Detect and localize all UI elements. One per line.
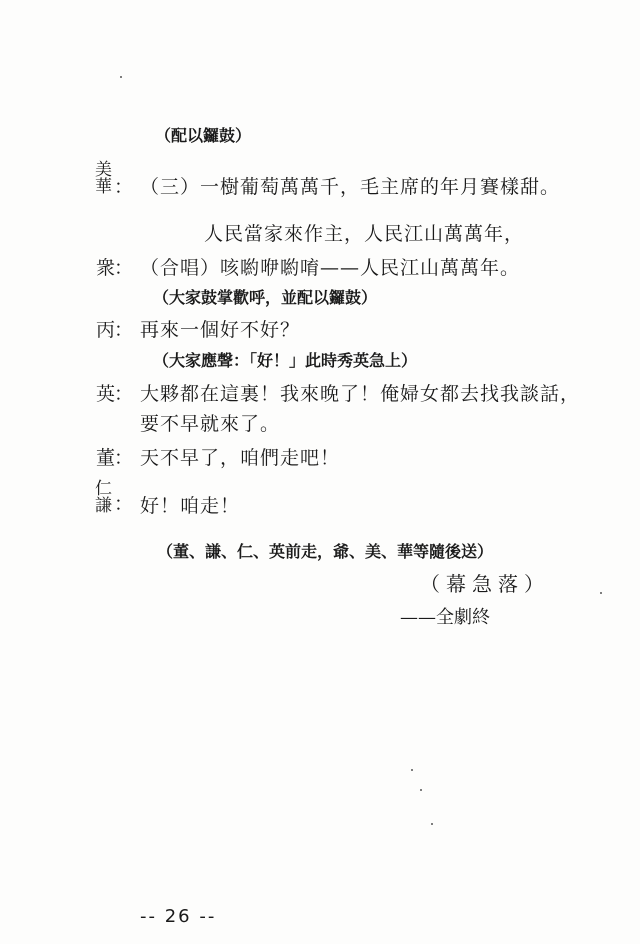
speaker-qian: 謙 bbox=[95, 496, 112, 516]
stage-direction-gongs: （配以鑼鼓） bbox=[155, 126, 252, 145]
ink-speck bbox=[600, 592, 602, 594]
speaker-zhong: 衆 bbox=[96, 257, 116, 279]
speaker-ying: 英 bbox=[96, 383, 116, 405]
curtain-falls: （幕急落） bbox=[420, 572, 550, 596]
speaker-dong: 董 bbox=[96, 447, 116, 469]
speaker-hua: 華 bbox=[95, 177, 112, 197]
dialog-meihua: （三）一樹葡萄萬萬千，毛主席的年月賽樣甜。 bbox=[140, 176, 561, 198]
dialog-dong: 天不早了，咱們走吧！ bbox=[140, 447, 341, 469]
ink-speck bbox=[431, 823, 433, 825]
dialog-ying-2: 要不早就來了。 bbox=[140, 413, 281, 435]
speaker-colon: ： bbox=[114, 447, 134, 469]
speaker-colon: ： bbox=[114, 383, 134, 405]
speaker-colon: ： bbox=[114, 257, 134, 279]
stage-direction-xiuying-enters: （大家應聲：「好！」此時秀英急上） bbox=[153, 351, 418, 370]
stage-direction-applause: （大家鼓掌歡呼，並配以鑼鼓） bbox=[153, 288, 378, 307]
end-of-play: ——全劇終 bbox=[400, 607, 490, 628]
speaker-ren: 仁 bbox=[95, 479, 112, 499]
dialog-song-continued: 人民當家來作主，人民江山萬萬年， bbox=[204, 223, 525, 245]
speaker-mei: 美 bbox=[95, 160, 112, 180]
dialog-renqian: 好！咱走！ bbox=[140, 495, 241, 517]
ink-speck bbox=[420, 789, 422, 791]
speaker-bing: 丙 bbox=[96, 319, 116, 341]
stage-direction-exit: （董、謙、仁、英前走，爺、美、華等隨後送） bbox=[157, 542, 494, 561]
dialog-bing: 再來一個好不好？ bbox=[140, 319, 301, 341]
speaker-colon: ： bbox=[114, 319, 134, 341]
ink-speck bbox=[411, 769, 413, 771]
page-number: -- 26 -- bbox=[140, 906, 217, 927]
dialog-zhong: （合唱）咳喲咿喲唷——人民江山萬萬年。 bbox=[140, 257, 521, 279]
speaker-colon: ： bbox=[114, 176, 134, 198]
ink-speck bbox=[120, 76, 122, 78]
dialog-ying-1: 大夥都在這裏！我來晚了！俺婦女都去找我談話， bbox=[140, 383, 581, 405]
speaker-colon: ： bbox=[114, 493, 134, 515]
